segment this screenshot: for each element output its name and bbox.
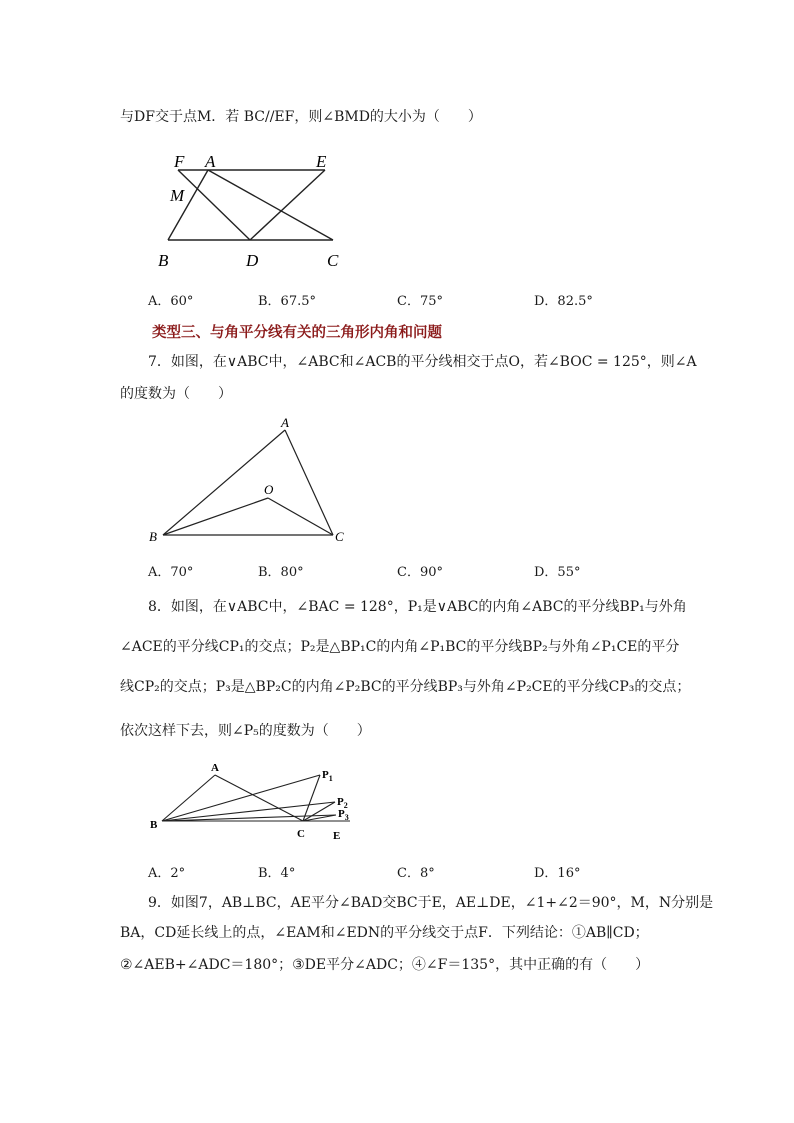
label-C: C (335, 529, 344, 544)
option-c: C．8° (397, 866, 435, 881)
label-P2: $P_2$ (337, 796, 348, 810)
option-c: C．75° (397, 294, 443, 309)
label-M: M (170, 186, 185, 205)
q8-line-4: 依次这样下去，则∠P₅的度数为（ ） (120, 723, 371, 739)
segment-BA (162, 775, 215, 821)
option-b: B．67.5° (258, 294, 316, 309)
figure-triangle-incenter (145, 415, 355, 550)
label-P3: $P_3$ (338, 808, 349, 822)
section-heading: 类型三、与角平分线有关的三角形内角和问题 (152, 325, 442, 341)
label-D: D (246, 251, 259, 270)
option-d: D．55° (534, 565, 581, 580)
label-B: B (158, 251, 169, 270)
q7-line-1: 7．如图，在∨ABC中，∠ABC和∠ACB的平分线相交于点O，若∠BOC = 125°，则∠A (148, 354, 697, 370)
q7-line-2: 的度数为（ ） (120, 386, 232, 402)
q8-options (148, 862, 708, 882)
option-c: C．90° (397, 565, 443, 580)
label-P1: $P_1$ (322, 769, 333, 783)
q6-stem-line: 与DF交于点M．若 BC//EF，则∠BMD的大小为（ ） (120, 109, 482, 125)
label-B: B (149, 529, 157, 544)
figure-angle-bisectors-sequence (145, 758, 365, 848)
option-b: B．4° (258, 866, 296, 881)
segment-OC (268, 498, 333, 535)
label-A: A (211, 762, 219, 774)
option-d: D．16° (534, 866, 581, 881)
label-A: A (281, 415, 289, 430)
label-E: E (333, 830, 341, 842)
segment-AC (285, 430, 333, 535)
q6-options (148, 290, 708, 310)
label-F: F (174, 152, 185, 171)
label-E: E (316, 152, 327, 171)
option-a: A．70° (148, 565, 194, 580)
q8-line-3: 线CP₂的交点；P₃是△BP₂C的内角∠P₂BC的平分线BP₃与外角∠P₂CE的平分线CP₃的交点； (120, 679, 691, 695)
q9-line-1: 9．如图7，AB⊥BC，AE平分∠BAD交BC于E，AE⊥DE，∠1+∠2＝90°，M，N分别是 (148, 895, 714, 911)
q9-line-3: ②∠AEB+∠ADC＝180°；③DE平分∠ADC；④∠F＝135°，其中正确的有（ ） (120, 957, 650, 973)
label-O: O (264, 482, 274, 497)
segment-CP1 (303, 775, 320, 821)
segment-BO (163, 498, 268, 535)
figure-parallelogram (150, 150, 370, 275)
option-a: A．60° (148, 294, 194, 309)
segment-BP1 (162, 775, 320, 821)
q8-line-1: 8．如图，在∨ABC中，∠BAC = 128°，P₁是∨ABC的内角∠ABC的平分线BP₁与外角 (148, 599, 687, 615)
option-a: A．2° (148, 866, 186, 881)
option-d: D．82.5° (534, 294, 593, 309)
q9-line-2: BA，CD延长线上的点，∠EAM和∠EDN的平分线交于点F．下列结论：①AB∥CD； (120, 925, 649, 941)
q7-options (148, 561, 708, 581)
q8-line-2: ∠ACE的平分线CP₁的交点；P₂是△BP₁C的内角∠P₁BC的平分线BP₂与外角∠P₁CE的平分 (120, 639, 680, 655)
label-B: B (150, 819, 158, 831)
label-C: C (297, 828, 305, 840)
option-b: B．80° (258, 565, 304, 580)
label-C: C (327, 251, 339, 270)
label-A: A (205, 152, 216, 171)
